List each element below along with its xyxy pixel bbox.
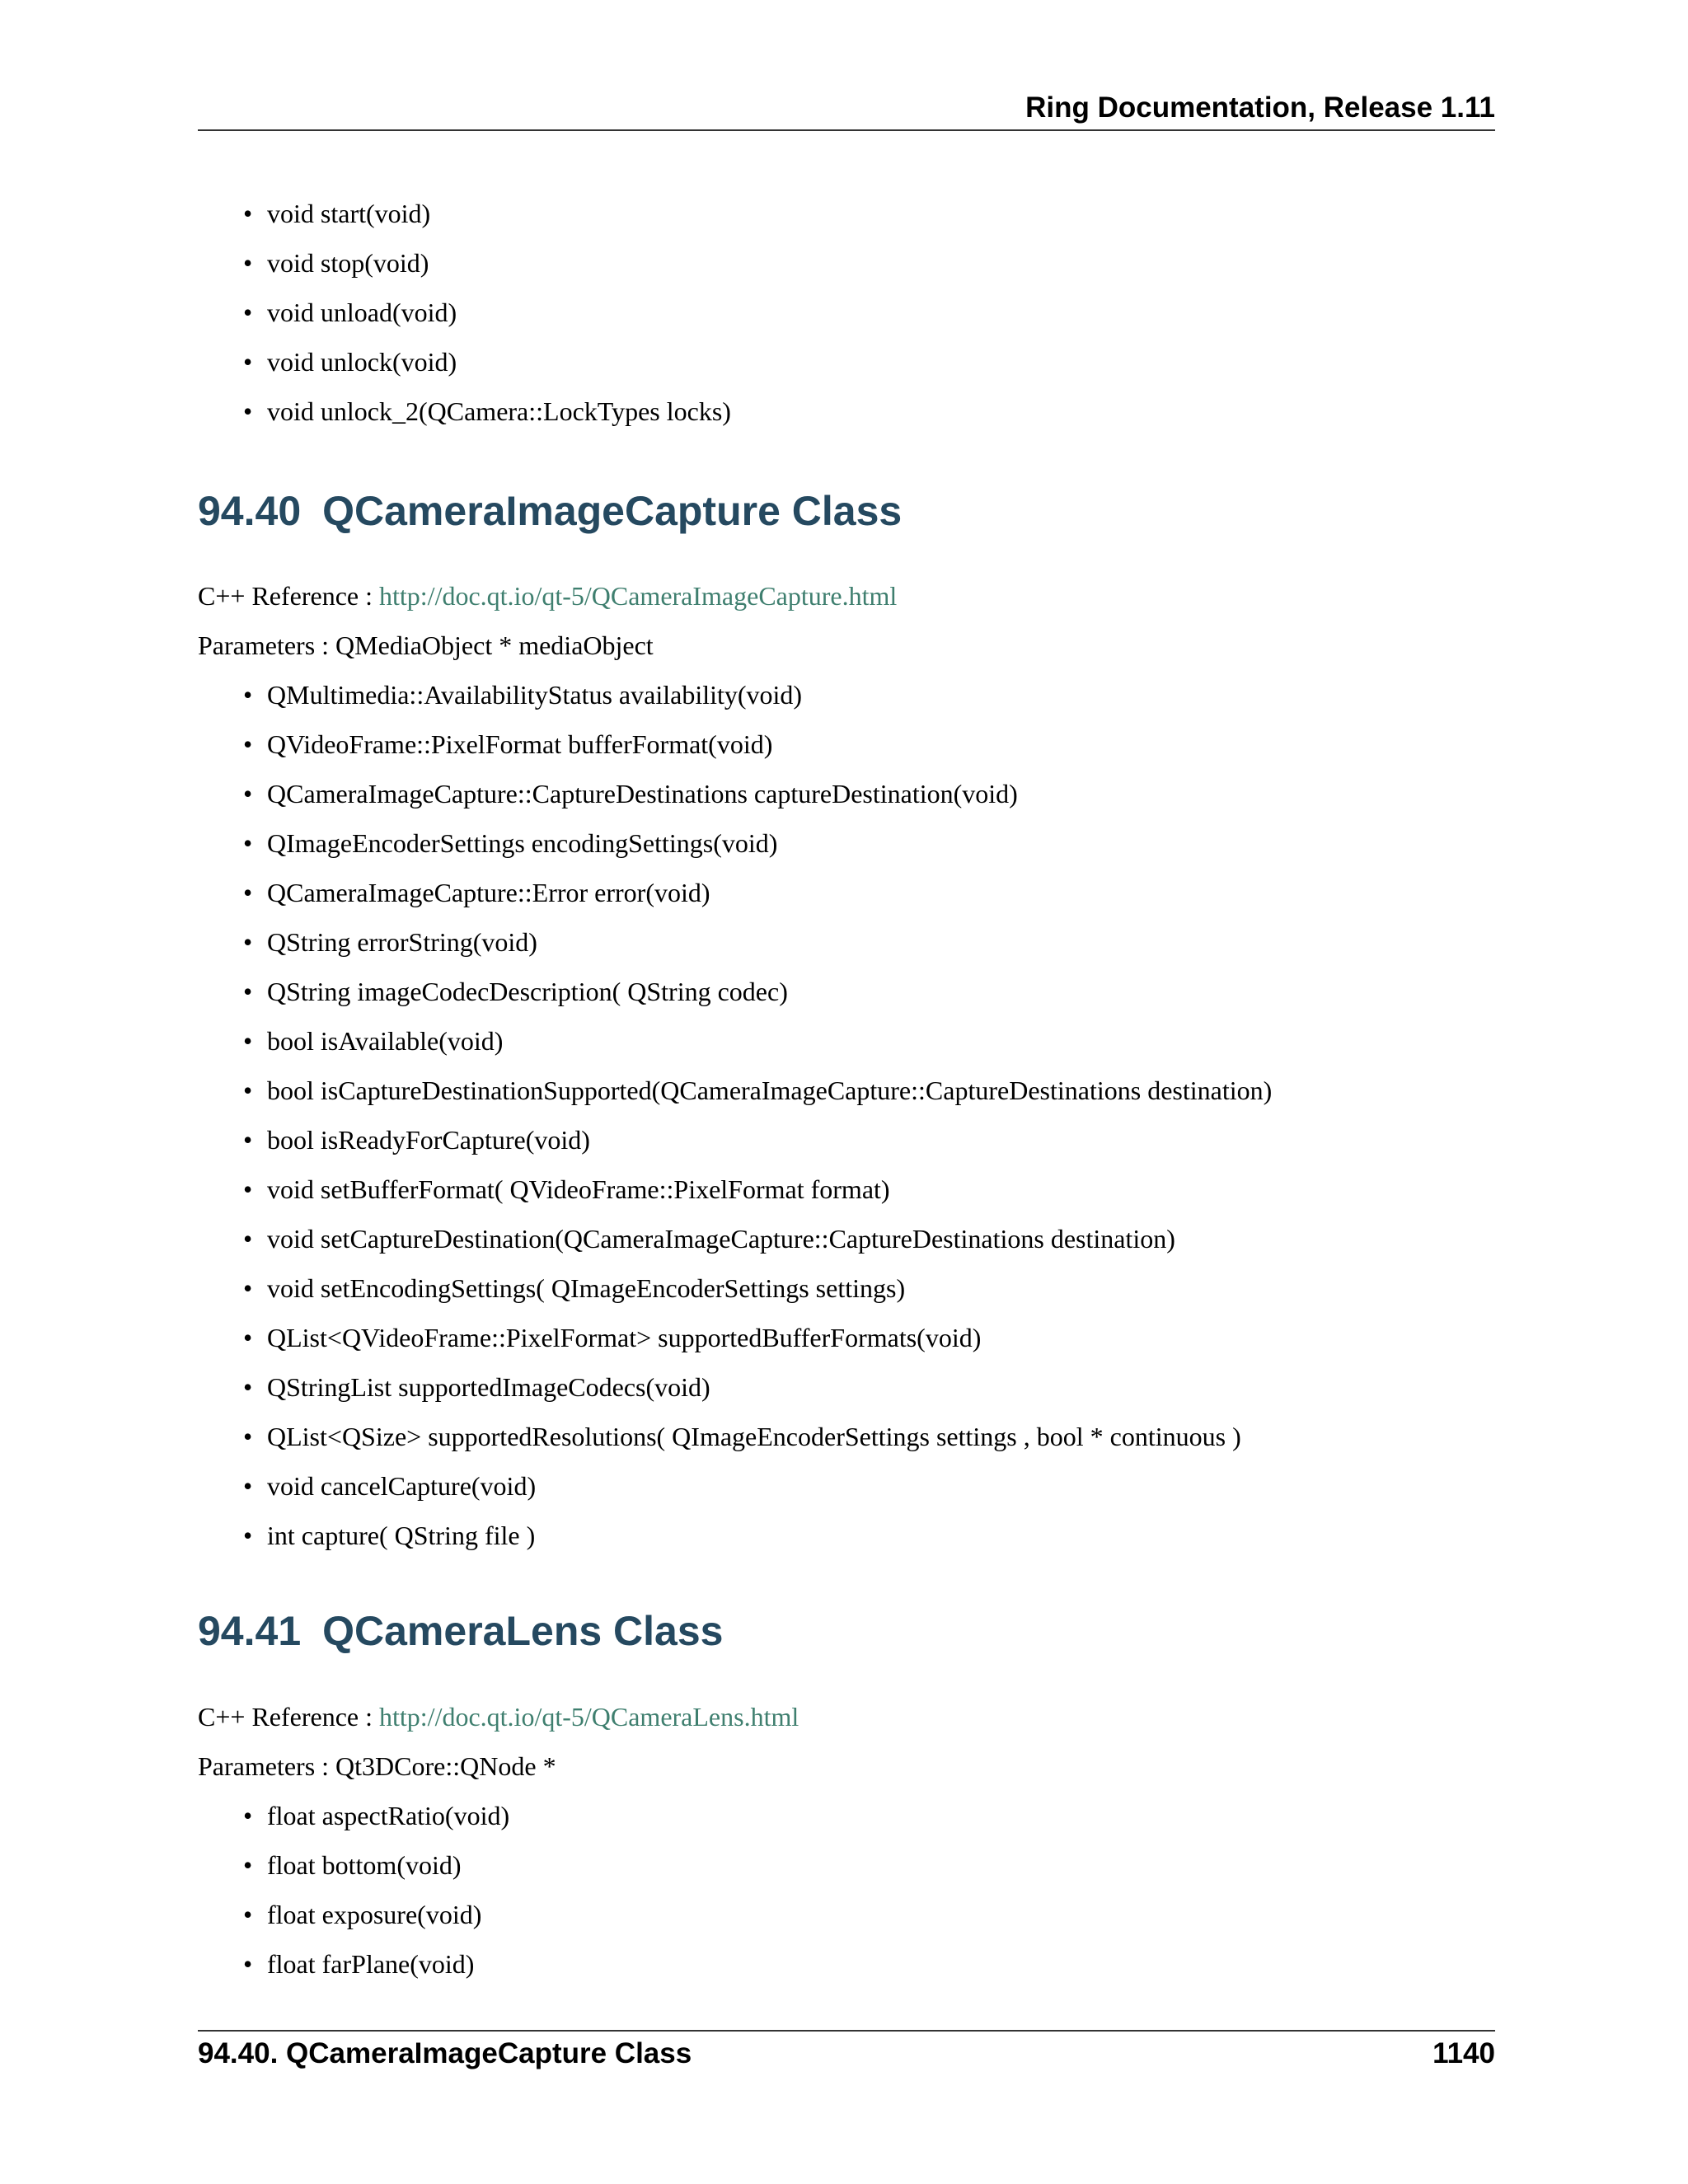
list-item: • bool isAvailable(void) [198,1023,1272,1072]
parameters-line: Parameters : QMediaObject * mediaObject [198,630,654,660]
list-item: • bool isReadyForCapture(void) [198,1122,1272,1171]
list-item: • void setEncodingSettings( QImageEncoderSettings settings) [198,1270,1272,1319]
list-item: • void setBufferFormat( QVideoFrame::PixelFormat format) [198,1171,1272,1221]
list-item: • void stop(void) [198,245,731,294]
list-item: • void setCaptureDestination(QCameraImageCapture::CaptureDestinations destination) [198,1221,1272,1270]
section-title-qcameraimagecapture [198,486,902,536]
list-item: • float bottom(void) [198,1847,509,1896]
cpp-reference [198,578,897,614]
method-list-qcamera [198,195,731,443]
list-item: • QStringList supportedImageCodecs(void) [198,1369,1272,1418]
list-item: • QString errorString(void) [198,924,1272,973]
reference-link[interactable]: http://doc.qt.io/qt-5/QCameraLens.html [379,1702,799,1732]
list-item: • void unload(void) [198,294,731,344]
method-list-qcameraimagecapture [198,677,1272,1567]
list-item: • QList<QSize> supportedResolutions( QImageEncoderSettings settings , bool * continuous ) [198,1418,1272,1468]
list-item: • void unlock(void) [198,344,731,393]
list-item: • QVideoFrame::PixelFormat bufferFormat(void) [198,726,1272,776]
list-item: • float exposure(void) [198,1896,509,1946]
method-list-qcameralens [198,1797,509,1995]
section-heading: QCameraImageCapture Class [322,488,903,534]
footer-rule [198,2030,1495,2032]
section-title-qcameralens [198,1606,723,1656]
list-item: • void unlock_2(QCamera::LockTypes locks) [198,393,731,443]
list-item: • float aspectRatio(void) [198,1797,509,1847]
section-number: 94.41 [198,1608,302,1654]
parameters-line: Parameters : Qt3DCore::QNode * [198,1751,556,1781]
list-item: • void cancelCapture(void) [198,1468,1272,1517]
reference-link[interactable]: http://doc.qt.io/qt-5/QCameraImageCapture.html [379,581,898,611]
header-rule [198,129,1495,131]
list-item: • int capture( QString file ) [198,1517,1272,1567]
section-number: 94.40 [198,488,302,534]
reference-label: C++ Reference : [198,581,379,611]
reference-label: C++ Reference : [198,1702,379,1732]
page-footer [198,2035,1495,2073]
page-header: Ring Documentation, Release 1.11 [1025,91,1495,124]
list-item: • QString imageCodecDescription( QString codec) [198,973,1272,1023]
footer-section: 94.40. QCameraImageCapture Class [198,2037,692,2069]
list-item: • QCameraImageCapture::CaptureDestinations captureDestination(void) [198,776,1272,825]
list-item: • bool isCaptureDestinationSupported(QCameraImageCapture::CaptureDestinations destination) [198,1072,1272,1122]
section-heading: QCameraLens Class [322,1608,724,1654]
page-number: 1140 [1432,2037,1495,2069]
list-item: • void start(void) [198,195,731,245]
cpp-reference [198,1699,799,1735]
list-item: • QList<QVideoFrame::PixelFormat> supportedBufferFormats(void) [198,1319,1272,1369]
list-item: • QCameraImageCapture::Error error(void) [198,874,1272,924]
list-item: • float farPlane(void) [198,1946,509,1995]
list-item: • QImageEncoderSettings encodingSettings(void) [198,825,1272,874]
list-item: • QMultimedia::AvailabilityStatus availability(void) [198,677,1272,726]
